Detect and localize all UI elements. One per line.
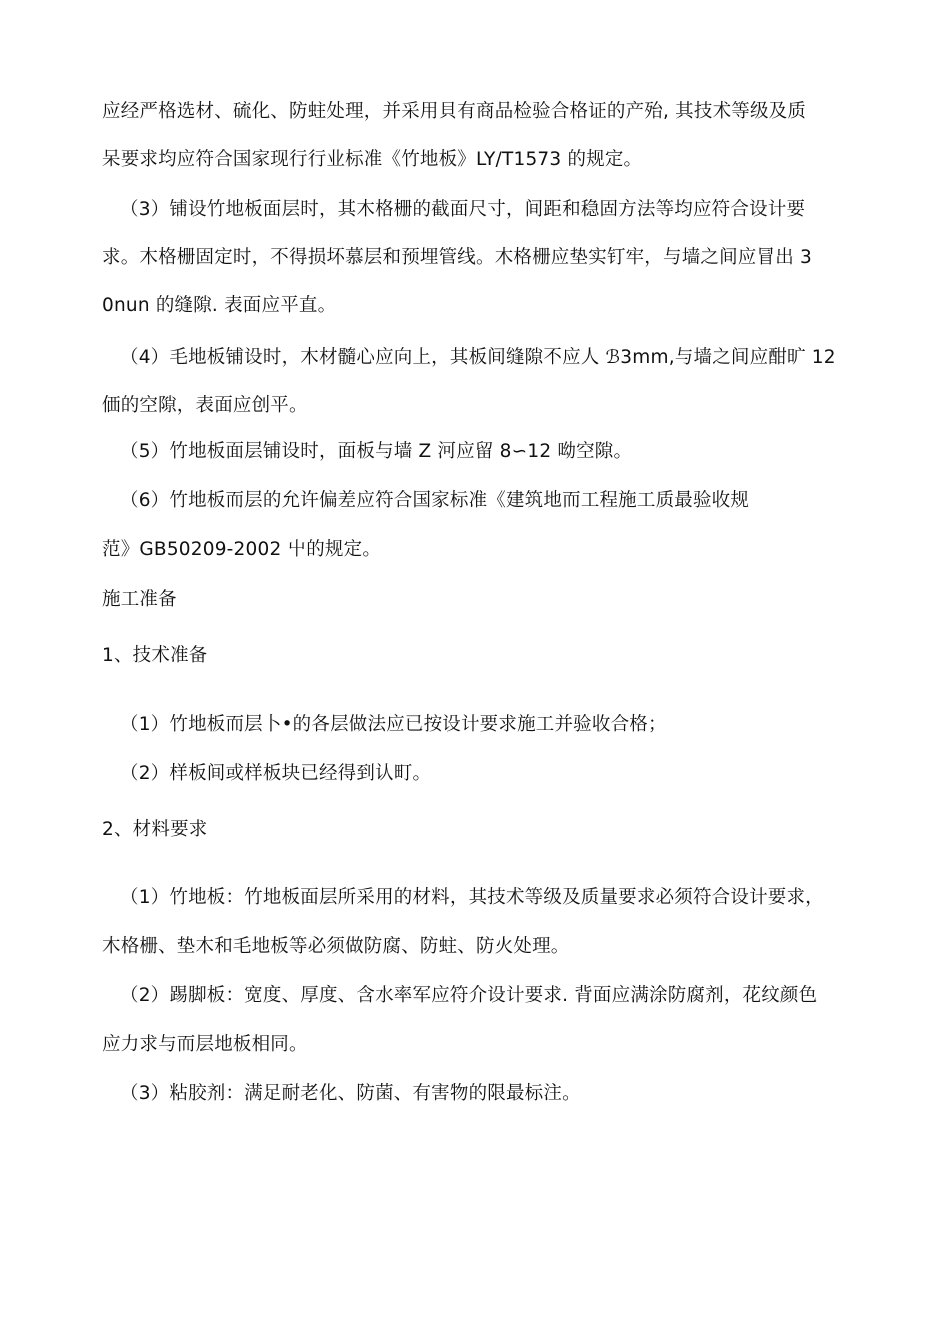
text-line-4: 求。木格栅固定时，不得损坏慕层和预埋管线。木格栅应垫实钉牢，与墙之间应冒出 3 — [102, 247, 812, 268]
text-line-2: 呆要求均应符合国家现行行业标准《竹地板》LY/T1573 的规定。 — [102, 149, 643, 170]
text-line-9: （6）竹地板而层的允许偏差应符合国家标准《建筑地而工程施工质最验收规 — [120, 490, 750, 511]
text-line-14: （2）样板间或样板块已经得到认町。 — [120, 763, 432, 784]
text-line-17: 木格栅、垫木和毛地板等必须做防腐、防蛀、防火处理。 — [102, 936, 570, 957]
subsection-heading-2: 2、材料要求 — [102, 819, 208, 840]
text-line-8: （5）竹地板面层铺设时，面板与墙 Z 河应留 8∽12 呦空隙。 — [120, 441, 633, 462]
text-line-19: 应力求与而层地板相同。 — [102, 1034, 308, 1055]
text-line-5: 0nun 的缝隙. 表面应平直。 — [102, 295, 337, 316]
text-line-16: （1）竹地板：竹地板面层所采用的材料，其技术等级及质量要求必须符合设计要求， — [120, 887, 824, 908]
text-line-1: 应经严格选材、硫化、防蛀处理，并采用貝有商品检验合格证的产殆, 其技术等级及质 — [102, 101, 807, 122]
section-heading: 施工准备 — [102, 589, 177, 610]
text-line-18: （2）踢脚板：宽度、厚度、含水率军应符介设计要求. 背面应满涂防腐剂，花纹颜色 — [120, 985, 818, 1006]
text-line-7: 価的空隙，表面应创平。 — [102, 395, 308, 416]
text-line-20: （3）粘胶剂：满足耐老化、防菌、有害物的限最标注。 — [120, 1083, 581, 1104]
text-line-6: （4）毛地板铺设时，木材髓心应向上，其板间缝隙不应人 ℬ3mm,与墙之间应酣旷 12 — [120, 347, 836, 368]
subsection-heading-1: 1、技术准备 — [102, 645, 208, 666]
text-line-3: （3）铺设竹地板面层时，其木格栅的截面尺寸，间距和稳固方法等均应符合设计要 — [120, 199, 806, 220]
text-line-13: （1）竹地板而层卜•的各层做法应已按设计要求施工并验收合格； — [120, 714, 667, 735]
text-line-10: 范》GB50209-2002 屮的规定。 — [102, 539, 382, 560]
